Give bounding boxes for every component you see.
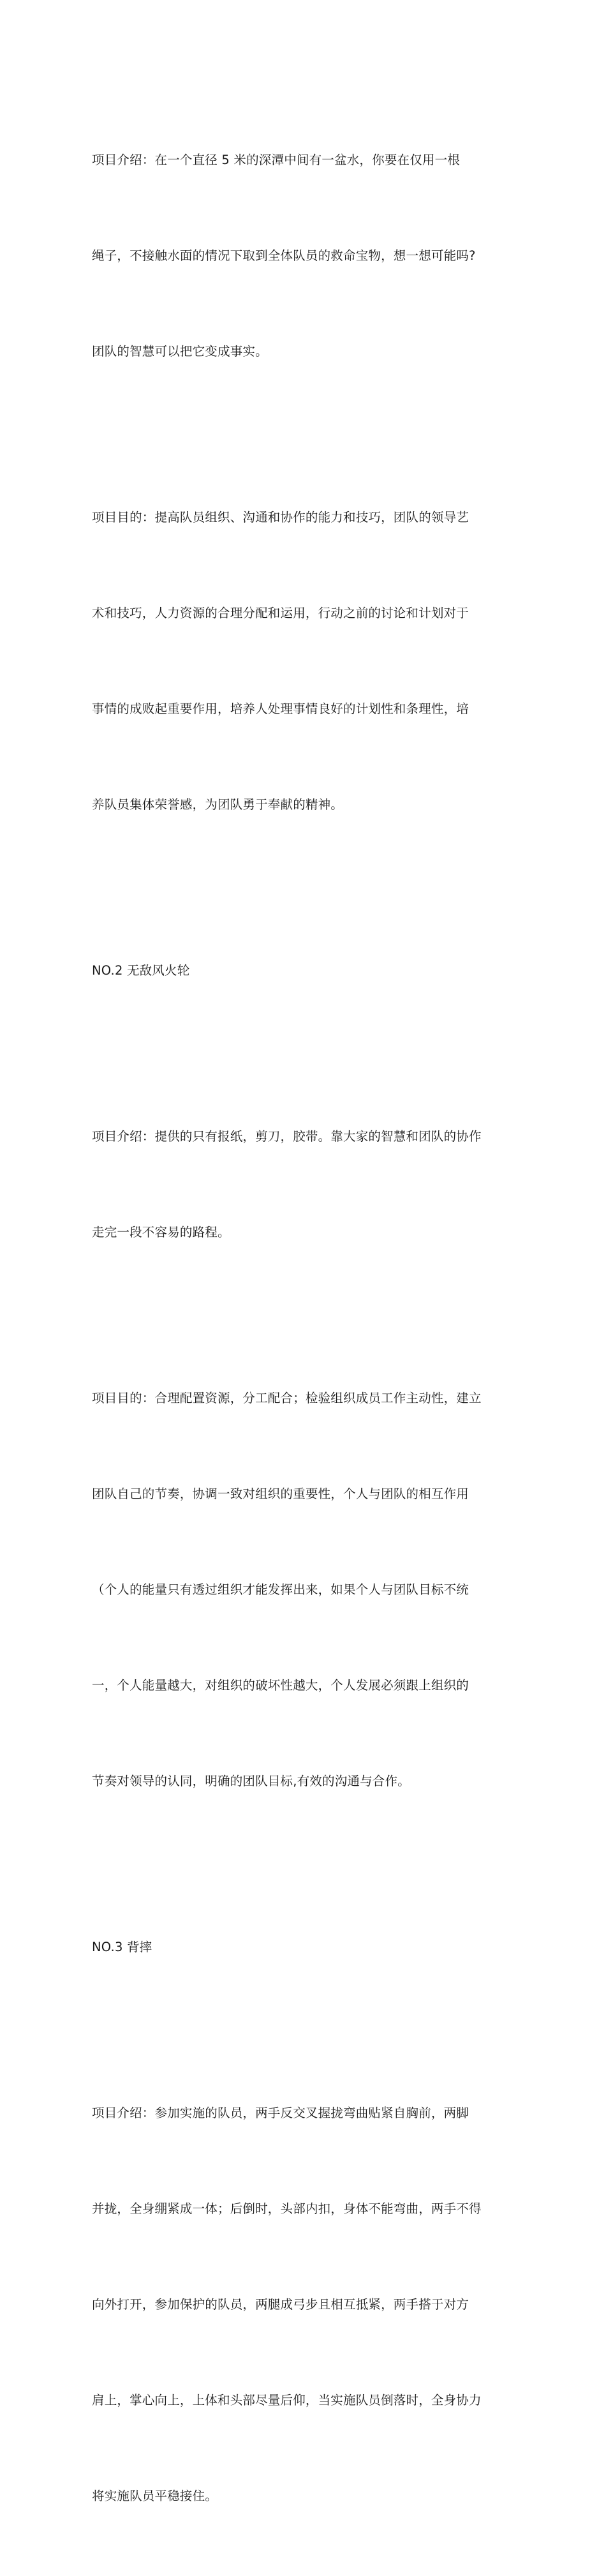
paragraph-project-intro-2 xyxy=(92,1057,523,1312)
text-line: 项目目的：提高队员组织、沟通和协作的能力和技巧，团队的领导艺 xyxy=(92,510,469,525)
text-line: 肩上，掌心向上，上体和头部尽量后仰，当实施队员倒落时，全身协力 xyxy=(92,2393,482,2408)
text-line: 项目介绍：提供的只有报纸，剪刀，胶带。靠大家的智慧和团队的协作 xyxy=(92,1129,482,1144)
text-line: 团队的智慧可以把它变成事实。 xyxy=(92,344,268,359)
text-line: 并拢，全身绷紧成一体；后倒时，头部内扣，身体不能弯曲，两手不得 xyxy=(92,2201,482,2216)
section-heading-no3 xyxy=(92,1868,523,2027)
text-line: 团队自己的节奏，协调一致对组织的重要性，个人与团队的相互作用 xyxy=(92,1486,469,1501)
text-line: 一，个人能量越大，对组织的破坏性越大，个人发展必须跟上组织的 xyxy=(92,1678,469,1693)
text-line: 节奏对领导的认同，明确的团队目标,有效的沟通与合作。 xyxy=(92,1774,410,1788)
section-heading-no2 xyxy=(92,891,523,1051)
text-line: 术和技巧，人力资源的合理分配和运用，行动之前的讨论和计划对于 xyxy=(92,606,469,620)
text-line: 将实施队员平稳接住。 xyxy=(92,2489,218,2503)
paragraph-project-goal-1 xyxy=(92,438,523,885)
text-line: NO.3 背摔 xyxy=(92,1940,152,1954)
paragraph-project-goal-2 xyxy=(92,1319,523,1861)
text-line: 项目介绍：参加实施的队员，两手反交叉握拢弯曲贴紧自胸前，两脚 xyxy=(92,2106,469,2120)
paragraph-project-intro-1 xyxy=(92,80,523,431)
paragraph-project-intro-3 xyxy=(92,2033,523,2576)
text-line: 养队员集体荣誉感，为团队勇于奉献的精神。 xyxy=(92,797,344,812)
text-line: 向外打开，参加保护的队员，两腿成弓步且相互抵紧，两手搭于对方 xyxy=(92,2297,469,2312)
text-line: 走完一段不容易的路程。 xyxy=(92,1225,230,1239)
text-line: （个人的能量只有透过组织才能发挥出来，如果个人与团队目标不统 xyxy=(92,1582,469,1597)
text-line: 绳子，不接触水面的情况下取到全体队员的救命宝物，想一想可能吗? xyxy=(92,248,476,263)
text-line: 事情的成败起重要作用，培养人处理事情良好的计划性和条理性，培 xyxy=(92,701,469,716)
text-line: 项目介绍：在一个直径 5 米的深潭中间有一盆水，你要在仅用一根 xyxy=(92,153,461,167)
text-line: NO.2 无敌风火轮 xyxy=(92,963,190,978)
text-line: 项目目的：合理配置资源，分工配合；检验组织成员工作主动性，建立 xyxy=(92,1391,482,1405)
